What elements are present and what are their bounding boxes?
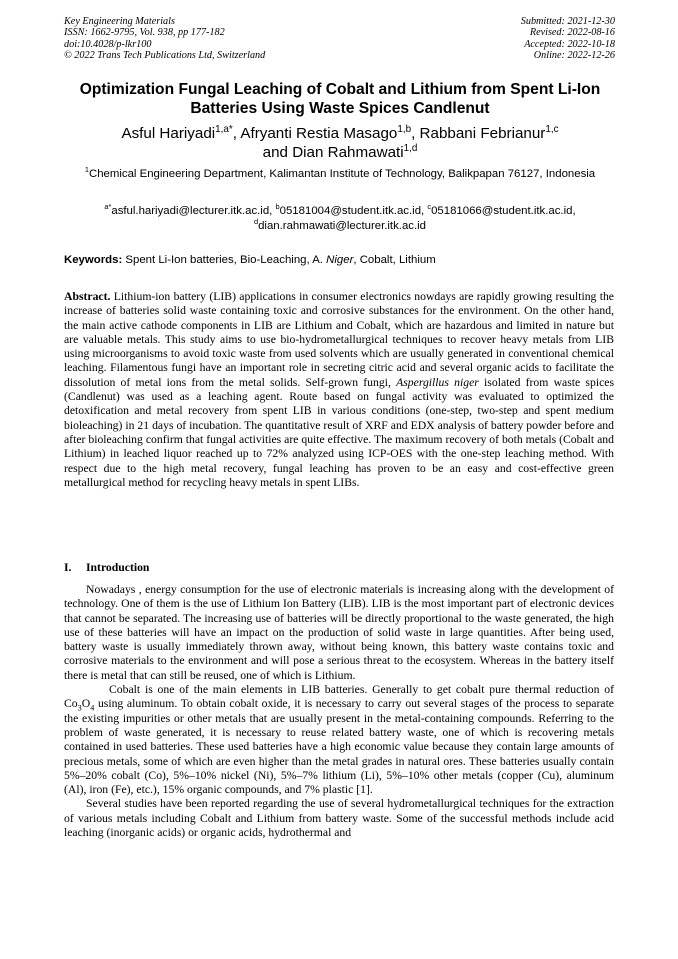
author-affiliation-mark: 1,a* (215, 123, 233, 135)
keywords (64, 253, 624, 267)
email-list (60, 204, 620, 233)
journal-issn: ISSN: 1662-9795, Vol. 938, pp 177-182 (64, 27, 225, 39)
keywords-text-end: , Cobalt, Lithium (353, 254, 436, 266)
affiliation-text: Chemical Engineering Department, Kalimantan Institute of Technology, Balikpapan 76127, Indonesia (88, 168, 596, 180)
author-name: Rabbani Febrianur (419, 125, 546, 142)
author-name: Afryanti Restia Masago (240, 125, 398, 142)
formula-element: O (81, 697, 91, 711)
online-date: Online: 2022-12-26 (533, 50, 615, 62)
author-name: Asful Hariyadi (121, 125, 216, 142)
keywords-text: Spent Li-Ion batteries, Bio-Leaching, A. (122, 254, 327, 266)
introduction-body (64, 583, 614, 840)
intro-text: Cobalt is one of the main elements in LIB batteries. Generally to get cobalt pure thermal reduction of Co (64, 683, 614, 711)
author (240, 125, 419, 142)
intro-text: using aluminum. To obtain cobalt oxide, it is necessary to carry out several stages of the process to separate the existing impurities or other metals that are usually present in the metal-containing compounds. Referring to the problem of waste generated, it is necessary to reuse related battery waste, one of which is recovering metals contained in used batteries. These used batteries have a high economic value because they contain large amounts of precious metals, some of which are even higher than the metal grades in natural ores. These batteries usually contain 5%–20% cobalt (Co), 5%–10% nickel (Ni), 5%–7% lithium (Li), 5%–10% other metals (copper (Cu), aluminum (Al), iron (Fe), etc.), 15% organic compounds, and 7% plastic [1]. (64, 697, 614, 797)
abstract (64, 290, 614, 490)
email-separator: , (269, 205, 276, 217)
author (292, 144, 417, 161)
section-heading (64, 561, 149, 575)
formula-subscript: 3 (77, 703, 82, 713)
email-separator: , (421, 205, 428, 217)
author-separator: , (232, 125, 241, 142)
intro-paragraph: Nowadays , energy consumption for the use of electronic materials is increasing along with the development of technology. One of them is the use of Lithium Ion Battery (LIB). LIB is the most important part of electronic devices that cannot be separated. The increasing use of batteries will be directly proportional to the waste generated, the high use of these batteries will have an impact on the production of solid waste in large quantities. After being used, battery waste is usually immediately thrown away, without being known, this battery waste contains toxic and corrosive materials to the environment and will pose a serious threat to the ecosystem. Whereas in the battery itself there is metal that can still be reused, one of which is Lithium. (64, 583, 614, 682)
email-address[interactable]: dian.rahmawati@lecturer.itk.ac.id (258, 219, 427, 232)
affiliation-mark: 1 (84, 165, 89, 175)
intro-paragraph (64, 683, 614, 797)
section-number: I. (64, 561, 72, 574)
abstract-species: Aspergillus niger (396, 375, 479, 389)
email-mark: d (253, 216, 259, 226)
formula-subscript: 4 (90, 703, 95, 713)
email-address[interactable]: 05181066@student.itk.ac.id (431, 205, 573, 217)
intro-paragraph: Several studies have been reported regarding the use of several hydrometallurgical techniques for the extraction of various metals including Cobalt and Lithium from battery waste. Some of the successful methods include acid leaching (inorganic acids) or organic acids, hydrothermal and (64, 797, 614, 840)
abstract-label: Abstract. (64, 290, 111, 303)
author-separator: and (262, 144, 293, 161)
email-address[interactable]: asful.hariyadi@lecturer.itk.ac.id (111, 205, 270, 217)
keywords-label: Keywords: (64, 254, 123, 266)
dates-header (521, 16, 615, 62)
author-list (60, 124, 620, 162)
keywords-italic: Niger (326, 254, 354, 266)
email-mark: a* (104, 202, 112, 212)
author (420, 125, 559, 142)
email-address[interactable]: 05181004@student.itk.ac.id (279, 205, 422, 217)
affiliation (70, 167, 610, 183)
journal-doi: doi:10.4028/p-lkr100 (64, 38, 152, 50)
author-affiliation-mark: 1,b (397, 123, 412, 135)
paper-title: Optimization Fungal Leaching of Cobalt and Lithium from Spent Li-Ion Batteries Using Waste Spices Candlenut (79, 81, 601, 117)
accepted-date: Accepted: 2022-10-18 (524, 38, 615, 50)
section-title: Introduction (86, 561, 150, 574)
email-separator: , (572, 205, 576, 217)
journal-copyright: © 2022 Trans Tech Publications Ltd, Switzerland (64, 50, 266, 62)
email-mark: c (427, 202, 432, 212)
revised-date: Revised: 2022-08-16 (529, 27, 615, 39)
submitted-date: Submitted: 2021-12-30 (520, 16, 615, 27)
journal-header (64, 16, 265, 62)
journal-name: Key Engineering Materials (64, 16, 175, 27)
email-mark: b (275, 202, 280, 212)
abstract-text-end: isolated from waste spices (Candlenut) was used as a leaching agent. Route based on fungal activity was evaluated to optimized the detoxification and metal recovery from spent LIB in various conditions (one-step, two-step and spent medium bioleaching) in 21 days of incubation. The quantitative result of XRF and EDX analysis of battery powder before and after bioleaching confirm that fungal activities are quite effective. The maximum recovery of both metals (Cobalt and Lithium) in leached liquor reached up to 72% analyzed using ICP-OES with the one-step leaching method. With respect due to the high metal recovery, fungal leaching has proven to be an easy and cost-effective green metallurgical method for recycling heavy metals in spent LIBs. (64, 375, 614, 489)
author-affiliation-mark: 1,c (545, 123, 559, 135)
author-separator: , (411, 125, 420, 142)
author-affiliation-mark: 1,d (403, 142, 418, 154)
author-name: Dian Rahmawati (292, 144, 404, 161)
abstract-text: Lithium-ion battery (LIB) applications in consumer electronics nowdays are rapidly growing resulting the increase of batteries solid waste containing toxic and corrosive substances for the environment. On the other hand, the main active cathode components in LIB are Lithium and Cobalt, which are hazardous and limited in nature but are valuable metals. This study aims to use bio-hydrometallurgical techniques to recover heavy metals from LIB using microorganisms to avoid toxic waste from used solvents which are usually generated in conventional chemical leaching. Filamentous fungi have an important role in secreting citric acid and several organic acids to facilitate the dissolution of metal ions from the metal solids. Self-grown fungi, (64, 290, 614, 389)
author (121, 125, 240, 142)
